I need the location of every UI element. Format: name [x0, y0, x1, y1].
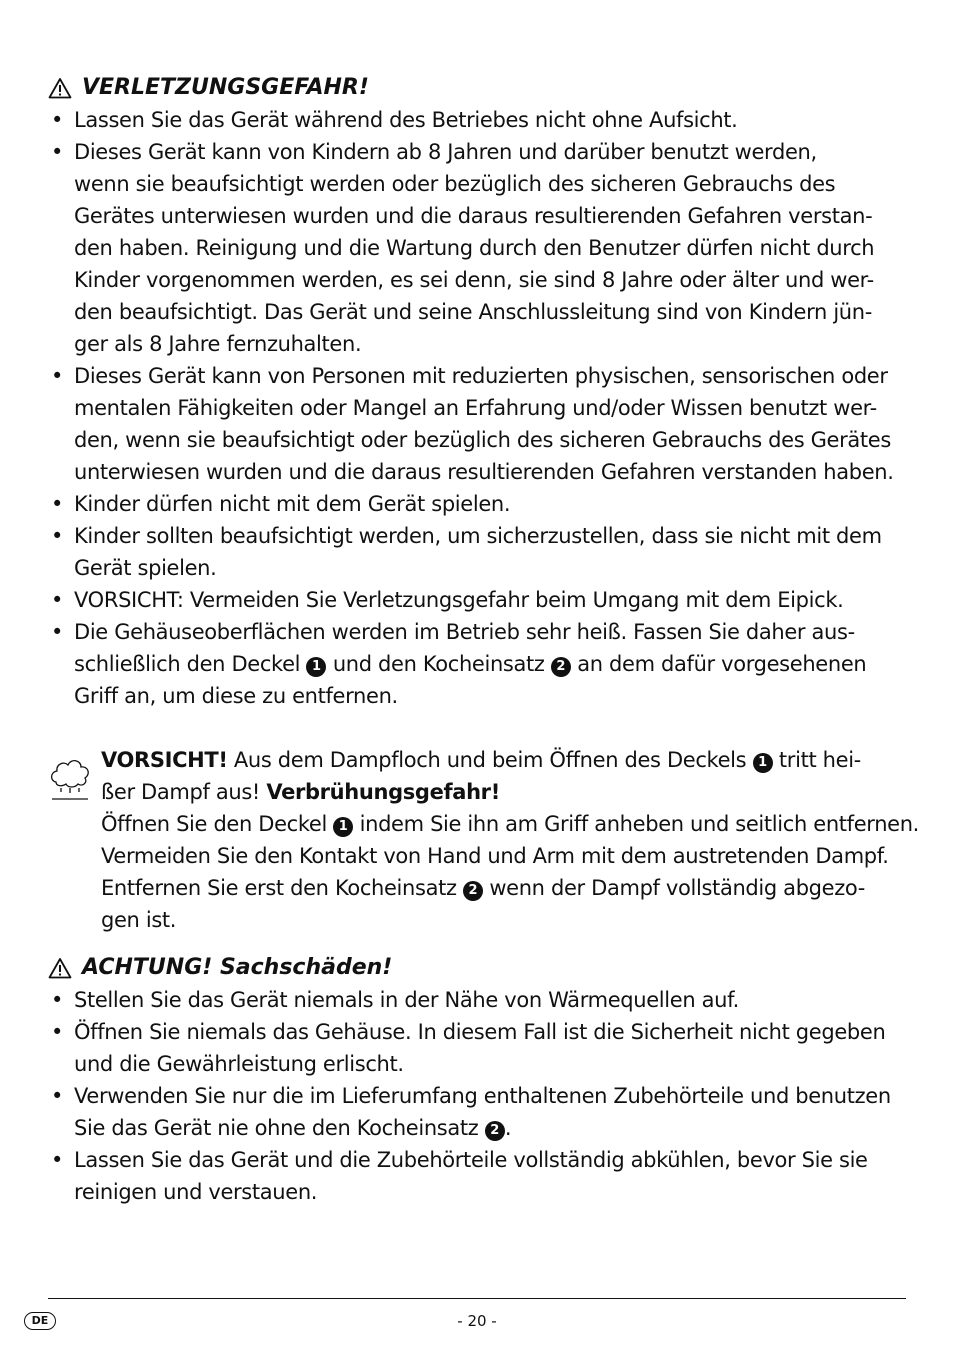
- hot-steam-icon: [48, 752, 92, 802]
- steam-line-5: Entfernen Sie erst den Kocheinsatz 2 wenn der Dampf vollständig abgezo-: [101, 876, 866, 900]
- line-text: den haben. Reinigung und die Wartung durch den Benutzer dürfen nicht durch: [74, 236, 875, 260]
- language-badge: DE: [24, 1312, 56, 1330]
- line-text: Dieses Gerät kann von Kindern ab 8 Jahren und darüber benutzt werden,: [74, 140, 817, 164]
- warning-triangle-icon: [48, 957, 72, 979]
- steam-line-2: ßer Dampf aus! Verbrühungsgefahr!: [101, 780, 500, 804]
- line-text: Die Gehäuseoberflächen werden im Betrieb sehr heiß. Fassen Sie daher aus-: [74, 620, 855, 644]
- steam-line-4: Vermeiden Sie den Kontakt von Hand und Arm mit dem austretenden Dampf.: [101, 844, 889, 868]
- line-text: Kinder sollten beaufsichtigt werden, um sicherzustellen, dass sie nicht mit dem: [74, 524, 882, 548]
- property-damage-heading: [48, 952, 908, 984]
- part-number-2-icon: 2: [485, 1121, 505, 1141]
- list-item: • Stellen Sie das Gerät niemals in der Nähe von Wärmequellen auf.: [48, 984, 908, 1016]
- part-number-1-icon: 1: [333, 817, 353, 837]
- part-number-2-icon: 2: [551, 657, 571, 677]
- steam-line-6: gen ist.: [101, 908, 177, 932]
- page-content: [48, 72, 920, 1208]
- line-text: unterwiesen wurden und die daraus resultierenden Gefahren verstanden haben.: [74, 460, 894, 484]
- injury-warning-heading: [48, 72, 908, 104]
- list-item: [48, 520, 908, 584]
- line-text: Lassen Sie das Gerät während des Betriebes nicht ohne Aufsicht.: [74, 108, 738, 132]
- injury-warning-list: [48, 104, 908, 616]
- steam-line-1: VORSICHT! Aus dem Dampfloch und beim Öffnen des Deckels 1 tritt hei-: [101, 748, 861, 772]
- line-text: Gerät spielen.: [74, 556, 217, 580]
- list-item: • Öffnen Sie niemals das Gehäuse. In diesem Fall ist die Sicherheit nicht gegeben und die Gewährleistung erlischt.: [48, 1016, 908, 1080]
- list-item: • Lassen Sie das Gerät und die Zubehörteile vollständig abkühlen, bevor Sie sie reinigen und verstauen.: [48, 1144, 908, 1208]
- line-text: den, wenn sie beaufsichtigt oder bezüglich des sicheren Gebrauchs des Gerätes: [74, 428, 891, 452]
- line-text: schließlich den Deckel: [74, 652, 301, 676]
- line-text: Griff an, um diese zu entfernen.: [74, 684, 398, 708]
- part-number-1-icon: 1: [753, 753, 773, 773]
- line-text: VORSICHT: Vermeiden Sie Verletzungsgefahr beim Umgang mit dem Eipick.: [74, 588, 844, 612]
- list-item: [48, 488, 908, 520]
- line-text: den beaufsichtigt. Das Gerät und seine Anschlussleitung sind von Kindern jün-: [74, 300, 872, 324]
- line-text: Gerätes unterwiesen wurden und die daraus resultierenden Gefahren verstan-: [74, 204, 873, 228]
- list-item: [48, 104, 908, 136]
- line-text: Kinder vorgenommen werden, es sei denn, sie sind 8 Jahre oder älter und wer-: [74, 268, 874, 292]
- line-text: Dieses Gerät kann von Personen mit reduzierten physischen, sensorischen oder: [74, 364, 888, 388]
- line-text: und den Kocheinsatz: [332, 652, 545, 676]
- line-text: Kinder dürfen nicht mit dem Gerät spielen.: [74, 492, 511, 516]
- page-number: - 20 -: [457, 1312, 497, 1330]
- list-item: • Verwenden Sie nur die im Lieferumfang enthaltenen Zubehörteile und benutzen Sie das Gerät nie ohne den Kocheinsatz 2 .: [48, 1080, 908, 1144]
- line-text: ger als 8 Jahre fernzuhalten.: [74, 332, 362, 356]
- line-text: wenn sie beaufsichtigt werden oder bezüglich des sicheren Gebrauchs des: [74, 172, 836, 196]
- list-item: [48, 616, 908, 712]
- part-number-1-icon: 1: [306, 657, 326, 677]
- warning-triangle-icon: [48, 77, 72, 99]
- steam-line-3: Öffnen Sie den Deckel 1 indem Sie ihn am Griff anheben und seitlich entfernen.: [101, 812, 920, 836]
- hot-surface-list: [48, 616, 908, 712]
- steam-caution-block: [48, 744, 920, 936]
- list-item: [48, 584, 908, 616]
- line-text: an dem dafür vorgesehenen: [577, 652, 867, 676]
- part-number-2-icon: 2: [463, 881, 483, 901]
- heading-text: ACHTUNG! Sachschäden!: [82, 955, 393, 980]
- footer-divider: [48, 1298, 906, 1299]
- line-text: mentalen Fähigkeiten oder Mangel an Erfahrung und/oder Wissen benutzt wer-: [74, 396, 877, 420]
- spacer: [48, 936, 908, 952]
- list-item: [48, 136, 908, 360]
- property-damage-list: [48, 984, 908, 1208]
- heading-text: VERLETZUNGSGEFAHR!: [82, 75, 369, 100]
- list-item: [48, 360, 908, 488]
